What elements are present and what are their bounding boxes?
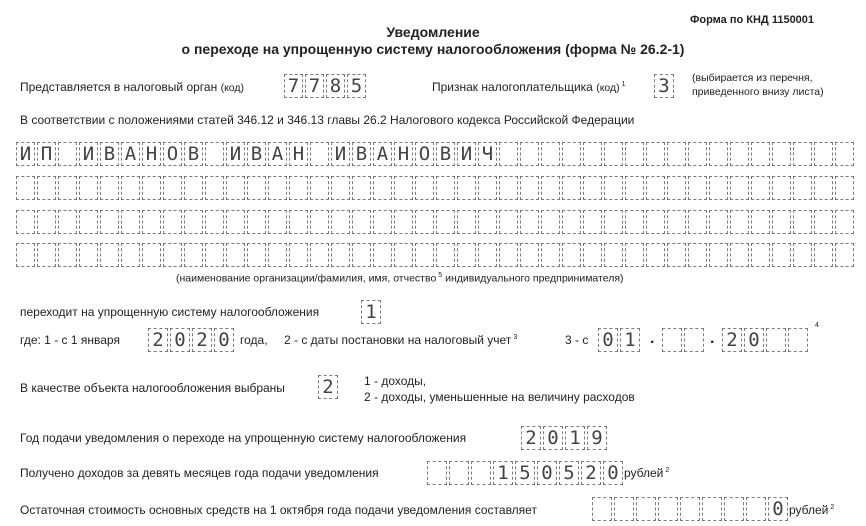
char-cell[interactable] [436,176,455,200]
char-cell[interactable]: 5 [515,461,535,485]
char-cell[interactable]: 2 [318,375,338,399]
taxpayer-sign-hint-2: приведенного внизу листа) [692,86,824,98]
char-cell[interactable] [688,210,707,234]
char-cell[interactable] [142,210,161,234]
char-cell[interactable] [436,243,455,267]
char-cell[interactable] [121,210,140,234]
char-cell[interactable] [730,142,749,166]
form-code: Форма по КНД 1150001 [690,14,815,26]
char-cell[interactable] [541,243,560,267]
transition-year3-field[interactable] [722,328,808,352]
object-option2: 2 - доходы, уменьшенные на величину расходов [364,390,635,404]
char-cell[interactable] [667,243,686,267]
char-cell[interactable] [520,142,539,166]
transition-date-footnote: 4 [815,322,819,329]
char-cell[interactable] [205,243,224,267]
residual-field[interactable] [592,497,788,521]
char-cell[interactable] [751,210,770,234]
char-cell[interactable] [478,176,497,200]
char-cell[interactable]: 7 [305,74,324,98]
char-cell[interactable] [541,142,560,166]
char-cell[interactable] [457,210,476,234]
char-cell[interactable] [394,243,413,267]
char-cell[interactable] [730,210,749,234]
notice-year-field[interactable] [521,426,607,450]
char-cell[interactable]: И [226,142,245,166]
transition-field[interactable] [361,300,381,324]
char-cell[interactable]: 0 [768,497,788,521]
char-cell[interactable]: В [352,142,371,166]
transition-label: переходит на упрощенную систему налогообложения [20,305,320,319]
char-cell[interactable]: 9 [587,426,607,450]
char-cell[interactable] [772,142,791,166]
transition-option3: 3 - с [565,333,589,347]
char-cell[interactable]: 7 [284,74,303,98]
char-cell[interactable] [457,243,476,267]
transition-year-suffix: года, [240,333,268,347]
char-cell[interactable]: 0 [170,328,190,352]
char-cell[interactable] [688,142,707,166]
char-cell[interactable] [427,461,447,485]
char-cell[interactable] [394,210,413,234]
char-cell[interactable] [709,210,728,234]
char-cell[interactable] [163,176,182,200]
char-cell[interactable] [583,243,602,267]
char-cell[interactable]: А [268,142,287,166]
char-cell[interactable] [793,176,812,200]
char-cell[interactable] [646,142,665,166]
char-cell[interactable]: 2 [581,461,601,485]
char-cell[interactable]: 2 [521,426,541,450]
char-cell[interactable] [793,210,812,234]
name-caption: (наименование организации/фамилия, имя, отчество $^5$ индивидуального предпринимателя) [176,272,624,285]
transition-month-field[interactable] [662,328,704,352]
char-cell[interactable] [562,243,581,267]
char-cell[interactable] [583,142,602,166]
char-cell[interactable] [667,176,686,200]
char-cell[interactable] [352,210,371,234]
char-cell[interactable] [37,210,56,234]
char-cell[interactable] [457,176,476,200]
date-separator: . [650,330,655,347]
char-cell[interactable] [331,243,350,267]
taxpayer-sign-label: Признак налогоплательщика (код) $^1$ [432,80,626,94]
char-cell[interactable] [226,243,245,267]
char-cell[interactable] [814,210,833,234]
char-cell[interactable] [310,142,329,166]
char-cell[interactable] [415,210,434,234]
char-cell[interactable]: О [163,142,182,166]
char-cell[interactable] [247,210,266,234]
name-row-2[interactable] [16,176,854,200]
char-cell[interactable] [100,176,119,200]
object-label: В качестве объекта налогообложения выбраны [20,381,285,395]
residual-label: Остаточная стоимость основных средств на 1 октября года подачи уведомления составляет [20,503,537,517]
taxpayer-sign-hint-1: (выбирается из перечня, [692,72,813,84]
char-cell[interactable] [205,176,224,200]
char-cell[interactable] [373,176,392,200]
char-cell[interactable] [541,176,560,200]
char-cell[interactable] [16,176,35,200]
char-cell[interactable] [37,176,56,200]
char-cell[interactable] [688,176,707,200]
char-cell[interactable] [614,497,634,521]
char-cell[interactable] [289,210,308,234]
char-cell[interactable] [121,243,140,267]
char-cell[interactable] [499,142,518,166]
char-cell[interactable] [604,142,623,166]
char-cell[interactable] [184,210,203,234]
char-cell[interactable] [310,243,329,267]
char-cell[interactable] [835,142,854,166]
char-cell[interactable]: 0 [598,328,618,352]
char-cell[interactable]: 8 [326,74,345,98]
char-cell[interactable] [58,210,77,234]
char-cell[interactable]: 2 [722,328,742,352]
char-cell[interactable] [562,142,581,166]
char-cell[interactable] [604,176,623,200]
char-cell[interactable]: В [436,142,455,166]
char-cell[interactable] [835,210,854,234]
char-cell[interactable] [814,176,833,200]
char-cell[interactable] [562,176,581,200]
char-cell[interactable] [766,328,786,352]
char-cell[interactable] [680,497,700,521]
char-cell[interactable] [562,210,581,234]
char-cell[interactable] [541,210,560,234]
char-cell[interactable] [646,210,665,234]
char-cell[interactable] [331,176,350,200]
char-cell[interactable] [100,243,119,267]
char-cell[interactable] [646,243,665,267]
char-cell[interactable]: Н [289,142,308,166]
char-cell[interactable]: Н [142,142,161,166]
char-cell[interactable]: 1 [361,300,381,324]
char-cell[interactable] [58,243,77,267]
char-cell[interactable] [625,210,644,234]
char-cell[interactable] [814,243,833,267]
char-cell[interactable] [205,210,224,234]
char-cell[interactable] [667,142,686,166]
char-cell[interactable]: И [457,142,476,166]
char-cell[interactable] [625,243,644,267]
char-cell[interactable]: 2 [148,328,168,352]
residual-unit: рублей $^2$ [789,503,835,517]
form-title-line2: о переходе на упрощенную систему налогообложения (форма № 26.2-1) [181,41,685,57]
char-cell[interactable] [772,176,791,200]
char-cell[interactable] [751,142,770,166]
char-cell[interactable]: В [100,142,119,166]
char-cell[interactable] [352,243,371,267]
char-cell[interactable] [247,243,266,267]
char-cell[interactable] [793,243,812,267]
char-cell[interactable] [142,243,161,267]
char-cell[interactable] [625,142,644,166]
char-cell[interactable] [520,176,539,200]
char-cell[interactable] [415,243,434,267]
char-cell[interactable]: Ч [478,142,497,166]
char-cell[interactable] [730,243,749,267]
char-cell[interactable] [449,461,469,485]
char-cell[interactable]: И [16,142,35,166]
notice-year-label: Год подачи уведомления о переходе на упрощенную систему налогообложения [20,431,467,445]
char-cell[interactable] [835,176,854,200]
char-cell[interactable] [499,176,518,200]
tax-authority-code-field[interactable] [284,74,366,98]
char-cell[interactable] [702,497,722,521]
char-cell[interactable] [79,243,98,267]
char-cell[interactable] [163,210,182,234]
object-field[interactable] [318,375,338,399]
form-title-line1: Уведомление [386,24,480,40]
char-cell[interactable] [226,176,245,200]
char-cell[interactable] [58,176,77,200]
char-cell[interactable] [310,176,329,200]
char-cell[interactable] [184,176,203,200]
char-cell[interactable] [499,243,518,267]
transition-day-field[interactable] [598,328,640,352]
char-cell[interactable] [289,243,308,267]
char-cell[interactable] [58,142,77,166]
char-cell[interactable] [205,142,224,166]
char-cell[interactable] [499,210,518,234]
char-cell[interactable] [688,243,707,267]
char-cell[interactable] [184,243,203,267]
char-cell[interactable]: А [373,142,392,166]
char-cell[interactable]: О [415,142,434,166]
char-cell[interactable]: И [79,142,98,166]
char-cell[interactable]: И [331,142,350,166]
char-cell[interactable]: 5 [559,461,579,485]
char-cell[interactable] [746,497,766,521]
char-cell[interactable] [79,210,98,234]
char-cell[interactable] [658,497,678,521]
char-cell[interactable] [100,210,119,234]
char-cell[interactable] [772,243,791,267]
char-cell[interactable] [226,210,245,234]
object-option1: 1 - доходы, [364,374,427,388]
char-cell[interactable] [373,210,392,234]
char-cell[interactable] [415,176,434,200]
char-cell[interactable]: 1 [565,426,585,450]
char-cell[interactable] [814,142,833,166]
char-cell[interactable] [646,176,665,200]
char-cell[interactable] [662,328,682,352]
char-cell[interactable] [37,243,56,267]
tax-authority-label: Представляется в налоговый орган (код) [20,80,245,94]
char-cell[interactable] [709,176,728,200]
char-cell[interactable] [471,461,491,485]
char-cell[interactable] [310,210,329,234]
char-cell[interactable]: 0 [214,328,234,352]
char-cell[interactable]: 3 [654,74,674,98]
char-cell[interactable] [684,328,704,352]
name-row-1[interactable] [16,142,854,166]
char-cell[interactable] [709,142,728,166]
transition-option2: 2 - с даты постановки на налоговый учет $^3$ [284,333,518,347]
char-cell[interactable] [247,176,266,200]
char-cell[interactable] [724,497,744,521]
char-cell[interactable] [592,497,612,521]
char-cell[interactable] [583,210,602,234]
char-cell[interactable] [268,243,287,267]
char-cell[interactable]: 0 [744,328,764,352]
char-cell[interactable] [772,210,791,234]
char-cell[interactable] [604,243,623,267]
char-cell[interactable] [373,243,392,267]
name-row-3[interactable] [16,210,854,234]
char-cell[interactable] [436,210,455,234]
char-cell[interactable] [121,176,140,200]
char-cell[interactable] [636,497,656,521]
char-cell[interactable] [730,176,749,200]
char-cell[interactable]: В [184,142,203,166]
char-cell[interactable] [788,328,808,352]
taxpayer-sign-code-field[interactable] [654,74,674,98]
transition-year-field[interactable] [148,328,234,352]
char-cell[interactable] [625,176,644,200]
char-cell[interactable]: А [121,142,140,166]
char-cell[interactable] [583,176,602,200]
char-cell[interactable] [604,210,623,234]
char-cell[interactable]: В [247,142,266,166]
char-cell[interactable]: 2 [192,328,212,352]
char-cell[interactable] [751,176,770,200]
char-cell[interactable] [16,243,35,267]
char-cell[interactable]: Н [394,142,413,166]
char-cell[interactable] [352,176,371,200]
char-cell[interactable] [331,210,350,234]
char-cell[interactable] [751,243,770,267]
name-row-4[interactable] [16,243,854,267]
char-cell[interactable]: 1 [620,328,640,352]
legal-basis-text: В соответствии с положениями статей 346.12 и 346.13 главы 26.2 Налогового кодекса Российской Федерации [20,113,635,127]
income-field[interactable] [427,461,623,485]
char-cell[interactable] [394,176,413,200]
char-cell[interactable] [268,210,287,234]
char-cell[interactable] [142,176,161,200]
char-cell[interactable] [835,243,854,267]
char-cell[interactable] [478,243,497,267]
income-label: Получено доходов за девять месяцев года подачи уведомления [20,466,379,480]
char-cell[interactable]: П [37,142,56,166]
char-cell[interactable]: 0 [543,426,563,450]
char-cell[interactable] [79,176,98,200]
date-separator: . [710,330,715,347]
char-cell[interactable] [793,142,812,166]
transition-where-label: где: 1 - с 1 января [20,333,120,347]
char-cell[interactable] [268,176,287,200]
char-cell[interactable]: 0 [603,461,623,485]
char-cell[interactable]: 0 [537,461,557,485]
char-cell[interactable] [520,243,539,267]
char-cell[interactable] [520,210,539,234]
char-cell[interactable] [16,210,35,234]
char-cell[interactable] [289,176,308,200]
char-cell[interactable] [709,243,728,267]
char-cell[interactable] [163,243,182,267]
char-cell[interactable] [667,210,686,234]
char-cell[interactable]: 5 [347,74,366,98]
income-unit: рублей $^2$ [624,466,670,480]
char-cell[interactable]: 1 [493,461,513,485]
char-cell[interactable] [478,210,497,234]
